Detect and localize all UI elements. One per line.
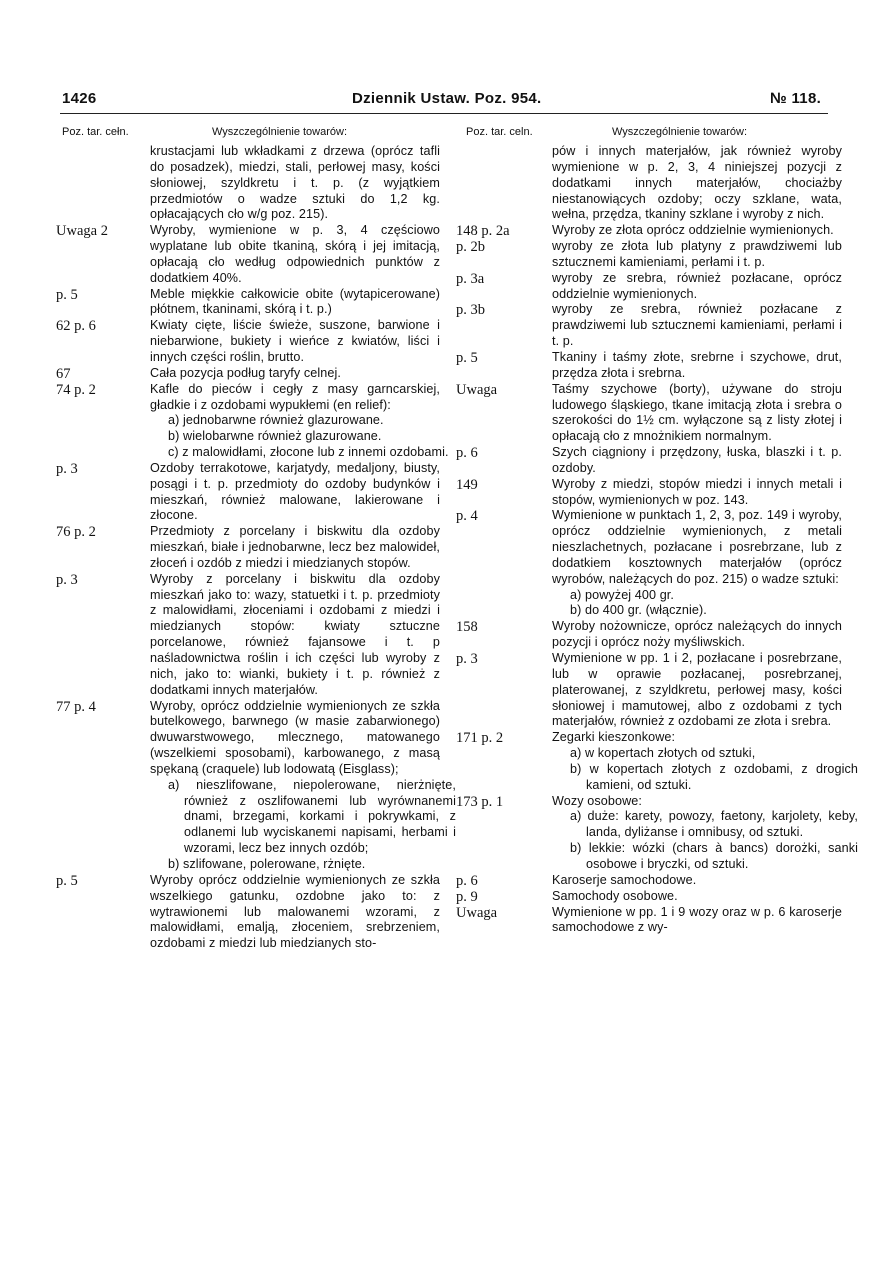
tariff-description: Ozdoby terrakotowe, karjatydy, medaljony, biusty, posągi i t. p. przedmioty do ozdoby budynków i mieszkań, również malowane, lakierowane i złocone. [150, 460, 440, 523]
tariff-position: Uwaga [456, 904, 498, 921]
tariff-position: p. 2b [456, 239, 485, 256]
tariff-position: 74 p. 2 [56, 381, 96, 398]
tariff-entry [456, 144, 842, 223]
tariff-entry [56, 287, 442, 319]
right-desc-column-header: Wyszczególnienie towarów: [612, 126, 748, 138]
tariff-entry [56, 572, 442, 699]
tariff-entry [456, 382, 842, 445]
tariff-position: p. 5 [456, 349, 478, 366]
tariff-description: Cała pozycja podług taryfy celnej. [150, 365, 342, 380]
tariff-entry [456, 445, 842, 477]
tariff-description: Kafle do pieców i cegły z masy garncarskiej, gładkie i z ozdobami wypukłemi (en relief): [150, 381, 440, 412]
tariff-position: p. 9 [456, 888, 478, 905]
right-pos-column-header: Poz. tar. celn. [466, 126, 533, 138]
tariff-entry [456, 508, 842, 619]
tariff-entry [456, 651, 842, 730]
tariff-description: Wyroby, wymienione w p. 3, 4 częściowo wyplatane lub obite tkaniną, skórą i jej imitacją, opłacają cło według odpowiednich punktów z dodatkiem 40%. [150, 223, 440, 285]
tariff-subitem: a) powyżej 400 gr. [570, 587, 675, 602]
tariff-entry [456, 302, 842, 350]
issue-number: № 118. [770, 90, 822, 107]
tariff-entry [456, 223, 842, 239]
journal-title: Dziennik Ustaw. Poz. 954. [352, 90, 542, 107]
tariff-position: 149 [456, 476, 478, 493]
tariff-entry [56, 873, 442, 952]
tariff-subitem: b) wielobarwne również glazurowane. [168, 429, 382, 444]
tariff-description: Taśmy szychowe (borty), używane do stroju ludowego śląskiego, tkane imitacją złota i srebra o szerokości do 1½ cm. wyłączone są z listy złotej i opłacają cło z mnożnikiem normalnym. [552, 381, 842, 444]
tariff-position: p. 3 [456, 651, 478, 667]
left-column [56, 144, 456, 952]
tariff-position: p. 3 [56, 460, 78, 477]
tariff-position: p. 6 [456, 872, 478, 889]
tariff-position: Uwaga 2 [56, 223, 108, 240]
tariff-position: p. 5 [56, 286, 78, 303]
tariff-entry [456, 477, 842, 509]
tariff-position: p. 6 [456, 445, 478, 462]
left-pos-column-header: Poz. tar. cełn. [62, 126, 129, 138]
tariff-position: p. 5 [56, 872, 78, 889]
tariff-subitem: a) duże: karety, powozy, faetony, karjolety, keby, landa, dyliżanse i omnibusy, od sztuki. [570, 809, 858, 840]
tariff-entry [456, 619, 842, 651]
tariff-position: 77 p. 4 [56, 698, 96, 715]
tariff-subitem: b) do 400 gr. (włącznie). [570, 603, 707, 618]
tariff-description: Przedmioty z porcelany i biskwitu dla ozdoby mieszkań, białe i jednobarwne, lecz bez malowideł, złoceń i ozdób z miedzi i miedzianych stopów. [150, 524, 440, 570]
tariff-entry [456, 905, 842, 937]
tariff-position: 62 p. 6 [56, 318, 96, 335]
tariff-position: 67 [56, 365, 71, 382]
left-desc-column-header: Wyszczególnienie towarów: [212, 126, 348, 138]
tariff-description: Samochody osobowe. [552, 888, 678, 903]
tariff-entry [456, 873, 842, 889]
tariff-description: Wymienione w pp. 1 i 9 wozy oraz w p. 6 karoserje samochodowe z wy- [552, 904, 842, 935]
tariff-description: Wyroby ze złota oprócz oddzielnie wymienionych. [552, 223, 834, 238]
tariff-subitem: a) nieszlifowane, niepolerowane, nierżnięte, również z oszlifowanemi lub wyrównanemi dnami, brzegami, korkami i pokrywkami, z odlanemi lub wyciskanemi napisami, herbami i wzorami, lecz bez innych ozdób; [168, 777, 456, 856]
tariff-subitem: a) w kopertach złotych od sztuki, [570, 746, 756, 761]
tariff-position: p. 3b [456, 302, 485, 319]
tariff-description: Kwiaty cięte, liście świeże, suszone, barwione i niebarwione, bukiety i wieńce z kwiatów, liści i innych części roślin, brutto. [150, 318, 440, 364]
tariff-entry [56, 524, 442, 572]
tariff-description: wyroby ze srebra, również pozłacane z prawdziwemi lub sztucznemi kamieniami, perłami i t. p. [552, 302, 842, 349]
tariff-description: pów i innych materjałów, jak również wyroby wymienione w p. 2, 3, 4 niniejszej pozycji z dodatkami innych materjałów, chociażby niestanowiących ozdoby; oczy szklane, wata, wełna, przędza, tkaniny szklane i wyroby z nich. [552, 144, 842, 222]
tariff-entry [56, 461, 442, 524]
tariff-entry [56, 366, 442, 382]
tariff-subitem: b) w kopertach złotych z ozdobami, z drogich kamieni, od sztuki. [570, 761, 858, 792]
tariff-position: 148 p. 2a [456, 223, 510, 240]
tariff-position: 158 [456, 619, 478, 636]
tariff-entry [456, 793, 858, 873]
right-column [456, 144, 858, 936]
tariff-subitem: b) lekkie: wózki (chars à bancs) dorożki, sanki osobowe i bryczki, od sztuki. [570, 841, 858, 871]
tariff-entry [456, 271, 842, 303]
tariff-description: Tkaniny i taśmy złote, srebrne i szychowe, drut, przędza złota i srebrna. [552, 349, 842, 380]
tariff-description: Meble miękkie całkowicie obite (wytapicerowane) płótnem, tkaninami, skórą i t. p.) [150, 286, 440, 317]
tariff-position: Uwaga [456, 381, 498, 398]
tariff-description: Wyroby z miedzi, stopów miedzi i innych metali i stopów, wymienionych w poz. 143. [552, 476, 842, 507]
tariff-description: Wymienione w pp. 1 i 2, pozłacane i posrebrzane, lub w oprawie pozłacanej, posrebrzanej, platerowanej, z szyldkretu, perłowej masy, kości słoniowej i mamutowej, albo z ozdobami z tych materjałów, również z ozdobami ze złota i srebra. [552, 651, 842, 729]
page-number: 1426 [62, 90, 97, 107]
tariff-entry [56, 381, 449, 461]
tariff-description: krustacjami lub wkładkami z drzewa (oprócz tafli do posadzek), miedzi, stali, perłowej masy, kości słoniowej, szyldkretu i t. p. (z wyjątkiem przedmiotów o wadze sztuki do 1,2 kg. opłacających cło w/g poz. 215). [150, 144, 440, 222]
tariff-description: Wyroby oprócz oddzielnie wymienionych ze szkła wszelkiego gatunku, ozdobne jako to: z wytrawionemi lub malowanemi wzorami, z malowidłami, emalją, złoceniem, srebrzeniem, ozdobami z miedzi lub miedzianych sto- [150, 872, 440, 951]
tariff-entry [456, 730, 858, 793]
tariff-description: Zegarki kieszonkowe: [552, 730, 676, 745]
tariff-description: Szych ciągniony i przędzony, łuska, blaszki i t. p. ozdoby. [552, 445, 842, 475]
tariff-description: Wyroby nożownicze, oprócz należących do innych pozycji i oprócz noży myśliwskich. [552, 619, 842, 650]
tariff-entry [456, 239, 842, 271]
tariff-subitem: b) szlifowane, polerowane, rżnięte. [168, 856, 366, 871]
tariff-subitem: a) jednobarwne również glazurowane. [168, 413, 384, 428]
tariff-entry [56, 698, 456, 873]
tariff-entry [456, 350, 842, 382]
tariff-entry [56, 223, 442, 286]
tariff-description: Wymienione w punktach 1, 2, 3, poz. 149 i wyroby, oprócz oddzielnie wymienionych, z metali nieszlachetnych, pozłacane i posrebrzane, lub z dodatkiem kosztownych materjałów (oprócz wyrobów, należących do poz. 215) o wadze sztuki: [552, 508, 842, 586]
tariff-position: 171 p. 2 [456, 730, 504, 747]
tariff-position: p. 3a [456, 270, 485, 287]
tariff-subitem: c) z malowidłami, złocone lub z innemi ozdobami. [168, 445, 449, 460]
tariff-position: 173 p. 1 [456, 793, 504, 810]
tariff-description: wyroby ze złota lub platyny z prawdziwemi lub sztucznemi kamieniami, perłami i t. p. [552, 239, 842, 269]
tariff-description: Wozy osobowe: [552, 793, 642, 808]
tariff-description: Karoserje samochodowe. [552, 872, 697, 887]
tariff-description: Wyroby z porcelany i biskwitu dla ozdoby mieszkań jako to: wazy, statuetki i t. p. przedmioty z malowidłami, złoceniami i ozdobami z miedzi i miedzianych stopów: kwiaty sztuczne porcelanowe, również fajansowe i t. p naśladownictwa roślin i ich części lub wyroby z nich, jako to: wianki, bukiety i t. p. również z dodatkami innych materjałów. [150, 571, 440, 697]
tariff-description: Wyroby, oprócz oddzielnie wymienionych ze szkła butelkowego, barwnego (w masie zabarwionego) dwuwarstwowego, mlecznego, matowanego (wszelkiemi sposobami), karbowanego, z masą spękaną (craquele) lub lodowatą (Eisglass); [150, 698, 440, 776]
tariff-entry [56, 318, 442, 366]
tariff-entry [456, 889, 842, 905]
tariff-position: 76 p. 2 [56, 524, 96, 541]
tariff-entry [56, 144, 442, 223]
tariff-position: p. 4 [456, 508, 478, 525]
header-rule [60, 113, 828, 114]
tariff-description: wyroby ze srebra, również pozłacane, oprócz oddzielnie wymienionych. [552, 270, 842, 301]
tariff-position: p. 3 [56, 571, 78, 588]
